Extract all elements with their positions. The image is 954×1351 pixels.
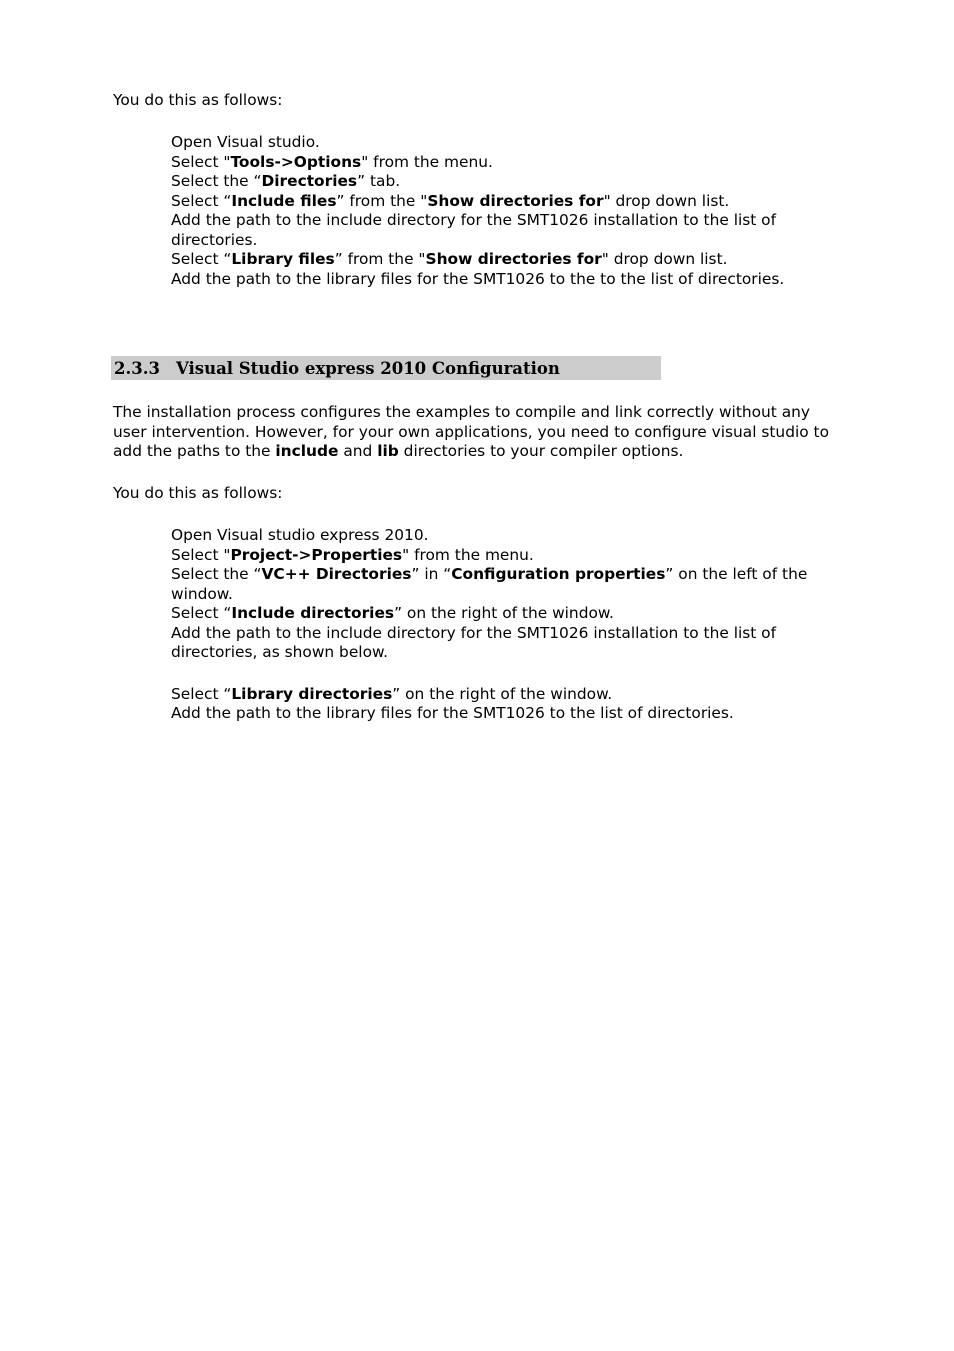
intro-text: You do this as follows:	[113, 91, 283, 109]
section-heading	[111, 356, 661, 380]
spacer	[171, 663, 841, 685]
list-item: Add the path to the include directory for the SMT1026 installation to the list of directories.	[171, 211, 777, 249]
list-item: Select the “Directories” tab.	[171, 172, 401, 190]
list-item: Select “Include files” from the "Show directories for" drop down list.	[171, 191, 730, 210]
list-item: Open Visual studio.	[171, 133, 320, 151]
step-list-express	[171, 526, 841, 724]
section-title: Visual Studio express 2010 Configuration	[176, 359, 560, 378]
intro-text-express: You do this as follows:	[113, 484, 283, 502]
list-item: Select "Project->Properties" from the menu.	[171, 545, 534, 564]
list-item: Select “Library files” from the "Show directories for" drop down list.	[171, 250, 728, 268]
list-item: Open Visual studio express 2010.	[171, 526, 429, 544]
list-item: Select the “VC++ Directories” in “Configuration properties” on the left of the window.	[171, 565, 808, 603]
list-item: Select "Tools->Options" from the menu.	[171, 152, 493, 171]
list-item: Add the path to the include directory for the SMT1026 installation to the list of directories, as shown below.	[171, 623, 777, 661]
body-paragraph: The installation process configures the examples to compile and link correctly without any user intervention. However, for your own applications, you need to configure visual studio to add the paths to the include and lib directories to your compiler options.	[113, 403, 829, 460]
list-item: Add the path to the library files for the SMT1026 to the list of directories.	[171, 704, 734, 722]
step-list-vs	[171, 133, 841, 289]
list-item: Select “Library directories” on the right of the window.	[171, 684, 613, 703]
section-number: 2.3.3	[114, 359, 160, 378]
list-item: Add the path to the library files for the SMT1026 to the to the list of directories.	[171, 269, 785, 288]
list-item: Select “Include directories” on the right of the window.	[171, 604, 614, 622]
